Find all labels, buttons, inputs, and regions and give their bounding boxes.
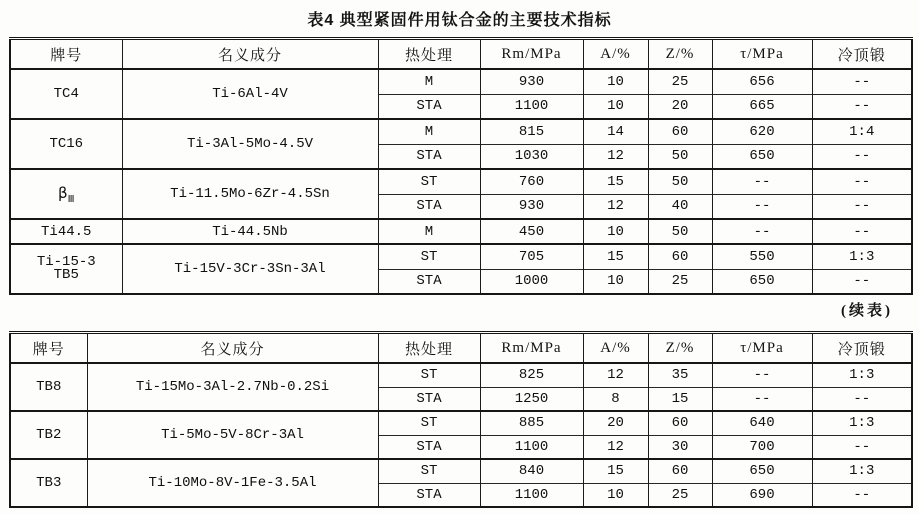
heat-treatment-cell: ST xyxy=(378,459,480,483)
col-header-heat-treatment: 热处理 xyxy=(378,333,480,364)
a-cell: 10 xyxy=(583,219,648,244)
col-header-grade: 牌号 xyxy=(10,333,87,364)
z-cell: 60 xyxy=(648,244,712,269)
table-row xyxy=(10,459,912,483)
tau-cell: 640 xyxy=(712,411,812,435)
z-cell: 40 xyxy=(648,194,712,219)
z-cell: 30 xyxy=(648,435,712,459)
heat-treatment-cell: STA xyxy=(378,483,480,507)
grade-line-2: TB5 xyxy=(53,267,79,283)
rm-cell: 760 xyxy=(480,169,583,194)
z-cell: 25 xyxy=(648,69,712,94)
heat-treatment-cell: M xyxy=(378,69,480,94)
a-cell: 15 xyxy=(583,169,648,194)
tau-cell: 650 xyxy=(712,269,812,294)
tau-cell: 665 xyxy=(712,94,812,119)
col-header-composition: 名义成分 xyxy=(122,39,378,70)
tau-cell: -- xyxy=(712,363,812,387)
grade-cell: Ti44.5 xyxy=(10,219,122,244)
composition-cell: Ti-44.5Nb xyxy=(122,219,378,244)
heat-treatment-cell: M xyxy=(378,119,480,144)
rm-cell: 840 xyxy=(480,459,583,483)
col-header-rm: Rm/MPa xyxy=(480,39,583,70)
rm-cell: 930 xyxy=(480,69,583,94)
heat-treatment-cell: STA xyxy=(378,435,480,459)
a-cell: 12 xyxy=(583,194,648,219)
composition-cell: Ti-15V-3Cr-3Sn-3Al xyxy=(122,244,378,294)
col-header-grade: 牌号 xyxy=(10,39,122,70)
tau-cell: 550 xyxy=(712,244,812,269)
heat-treatment-cell: ST xyxy=(378,244,480,269)
rm-cell: 825 xyxy=(480,363,583,387)
a-cell: 12 xyxy=(583,144,648,169)
cold-heading-cell: -- xyxy=(812,435,912,459)
heat-treatment-cell: ST xyxy=(378,363,480,387)
table-row xyxy=(10,411,912,435)
a-cell: 14 xyxy=(583,119,648,144)
grade-cell: TB8 xyxy=(10,363,87,411)
z-cell: 60 xyxy=(648,411,712,435)
cold-heading-cell: -- xyxy=(812,144,912,169)
composition-cell: Ti-3Al-5Mo-4.5V xyxy=(122,119,378,169)
a-cell: 20 xyxy=(583,411,648,435)
cold-heading-cell: -- xyxy=(812,483,912,507)
composition-cell: Ti-6Al-4V xyxy=(122,69,378,119)
grade-cell: TB3 xyxy=(10,459,87,507)
z-cell: 50 xyxy=(648,144,712,169)
cold-heading-cell: 1:3 xyxy=(812,411,912,435)
grade-cell: TB2 xyxy=(10,411,87,459)
rm-cell: 930 xyxy=(480,194,583,219)
table-title: 表4 典型紧固件用钛合金的主要技术指标 xyxy=(307,12,612,29)
cold-heading-cell: -- xyxy=(812,387,912,411)
tau-cell: 690 xyxy=(712,483,812,507)
heat-treatment-cell: STA xyxy=(378,144,480,169)
z-cell: 35 xyxy=(648,363,712,387)
col-header-composition: 名义成分 xyxy=(87,333,378,364)
z-cell: 60 xyxy=(648,459,712,483)
tau-cell: 650 xyxy=(712,144,812,169)
heat-treatment-cell: STA xyxy=(378,94,480,119)
table-row xyxy=(10,119,912,144)
rm-cell: 815 xyxy=(480,119,583,144)
col-header-tau: τ/MPa xyxy=(712,333,812,364)
z-cell: 25 xyxy=(648,269,712,294)
grade-cell: TC4 xyxy=(10,69,122,119)
cold-heading-cell: -- xyxy=(812,94,912,119)
heat-treatment-cell: STA xyxy=(378,387,480,411)
cold-heading-cell: -- xyxy=(812,269,912,294)
tau-cell: -- xyxy=(712,169,812,194)
a-cell: 10 xyxy=(583,69,648,94)
composition-cell: Ti-10Mo-8V-1Fe-3.5Al xyxy=(87,459,378,507)
tau-cell: -- xyxy=(712,219,812,244)
composition-cell: Ti-11.5Mo-6Zr-4.5Sn xyxy=(122,169,378,219)
z-cell: 25 xyxy=(648,483,712,507)
continued-table-label: (续表) xyxy=(841,303,893,319)
table-row xyxy=(10,169,912,194)
col-header-a: A/% xyxy=(583,39,648,70)
tau-cell: -- xyxy=(712,194,812,219)
a-cell: 15 xyxy=(583,244,648,269)
table-row xyxy=(10,244,912,269)
table-row xyxy=(10,219,912,244)
cold-heading-cell: 1:3 xyxy=(812,244,912,269)
cold-heading-cell: -- xyxy=(812,69,912,94)
col-header-tau: τ/MPa xyxy=(712,39,812,70)
a-cell: 12 xyxy=(583,435,648,459)
rm-cell: 1000 xyxy=(480,269,583,294)
a-cell: 10 xyxy=(583,94,648,119)
grade-cell: TC16 xyxy=(10,119,122,169)
z-cell: 15 xyxy=(648,387,712,411)
heat-treatment-cell: STA xyxy=(378,269,480,294)
rm-cell: 1030 xyxy=(480,144,583,169)
col-header-a: A/% xyxy=(583,333,648,364)
cold-heading-cell: 1:3 xyxy=(812,363,912,387)
alloy-table-continued xyxy=(9,331,913,508)
cold-heading-cell: -- xyxy=(812,169,912,194)
grade-cell xyxy=(10,169,122,219)
rm-cell: 1100 xyxy=(480,94,583,119)
a-cell: 10 xyxy=(583,269,648,294)
cold-heading-cell: 1:4 xyxy=(812,119,912,144)
grade-beta-symbol: β xyxy=(58,183,68,202)
grade-beta-subscript: Ⅲ xyxy=(67,193,75,205)
heat-treatment-cell: ST xyxy=(378,169,480,194)
composition-cell: Ti-5Mo-5V-8Cr-3Al xyxy=(87,411,378,459)
tau-cell: 656 xyxy=(712,69,812,94)
alloy-table-main xyxy=(9,37,913,295)
z-cell: 60 xyxy=(648,119,712,144)
tau-cell: -- xyxy=(712,387,812,411)
tau-cell: 700 xyxy=(712,435,812,459)
col-header-rm: Rm/MPa xyxy=(480,333,583,364)
col-header-cold-heading: 冷顶锻 xyxy=(812,333,912,364)
grade-cell xyxy=(10,244,122,294)
table-row xyxy=(10,69,912,94)
header-row xyxy=(10,333,912,364)
a-cell: 8 xyxy=(583,387,648,411)
rm-cell: 450 xyxy=(480,219,583,244)
header-row xyxy=(10,39,912,70)
rm-cell: 1100 xyxy=(480,483,583,507)
cold-heading-cell: -- xyxy=(812,194,912,219)
rm-cell: 885 xyxy=(480,411,583,435)
tau-cell: 650 xyxy=(712,459,812,483)
a-cell: 12 xyxy=(583,363,648,387)
heat-treatment-cell: M xyxy=(378,219,480,244)
heat-treatment-cell: ST xyxy=(378,411,480,435)
col-header-cold-heading: 冷顶锻 xyxy=(812,39,912,70)
table-row xyxy=(10,363,912,387)
composition-cell: Ti-15Mo-3Al-2.7Nb-0.2Si xyxy=(87,363,378,411)
rm-cell: 1250 xyxy=(480,387,583,411)
a-cell: 15 xyxy=(583,459,648,483)
cold-heading-cell: -- xyxy=(812,219,912,244)
grade-line-1: Ti-15-3 xyxy=(36,254,96,270)
col-header-z: Z/% xyxy=(648,39,712,70)
cold-heading-cell: 1:3 xyxy=(812,459,912,483)
rm-cell: 705 xyxy=(480,244,583,269)
rm-cell: 1100 xyxy=(480,435,583,459)
z-cell: 20 xyxy=(648,94,712,119)
z-cell: 50 xyxy=(648,219,712,244)
col-header-z: Z/% xyxy=(648,333,712,364)
tau-cell: 620 xyxy=(712,119,812,144)
a-cell: 10 xyxy=(583,483,648,507)
z-cell: 50 xyxy=(648,169,712,194)
heat-treatment-cell: STA xyxy=(378,194,480,219)
col-header-heat-treatment: 热处理 xyxy=(378,39,480,70)
